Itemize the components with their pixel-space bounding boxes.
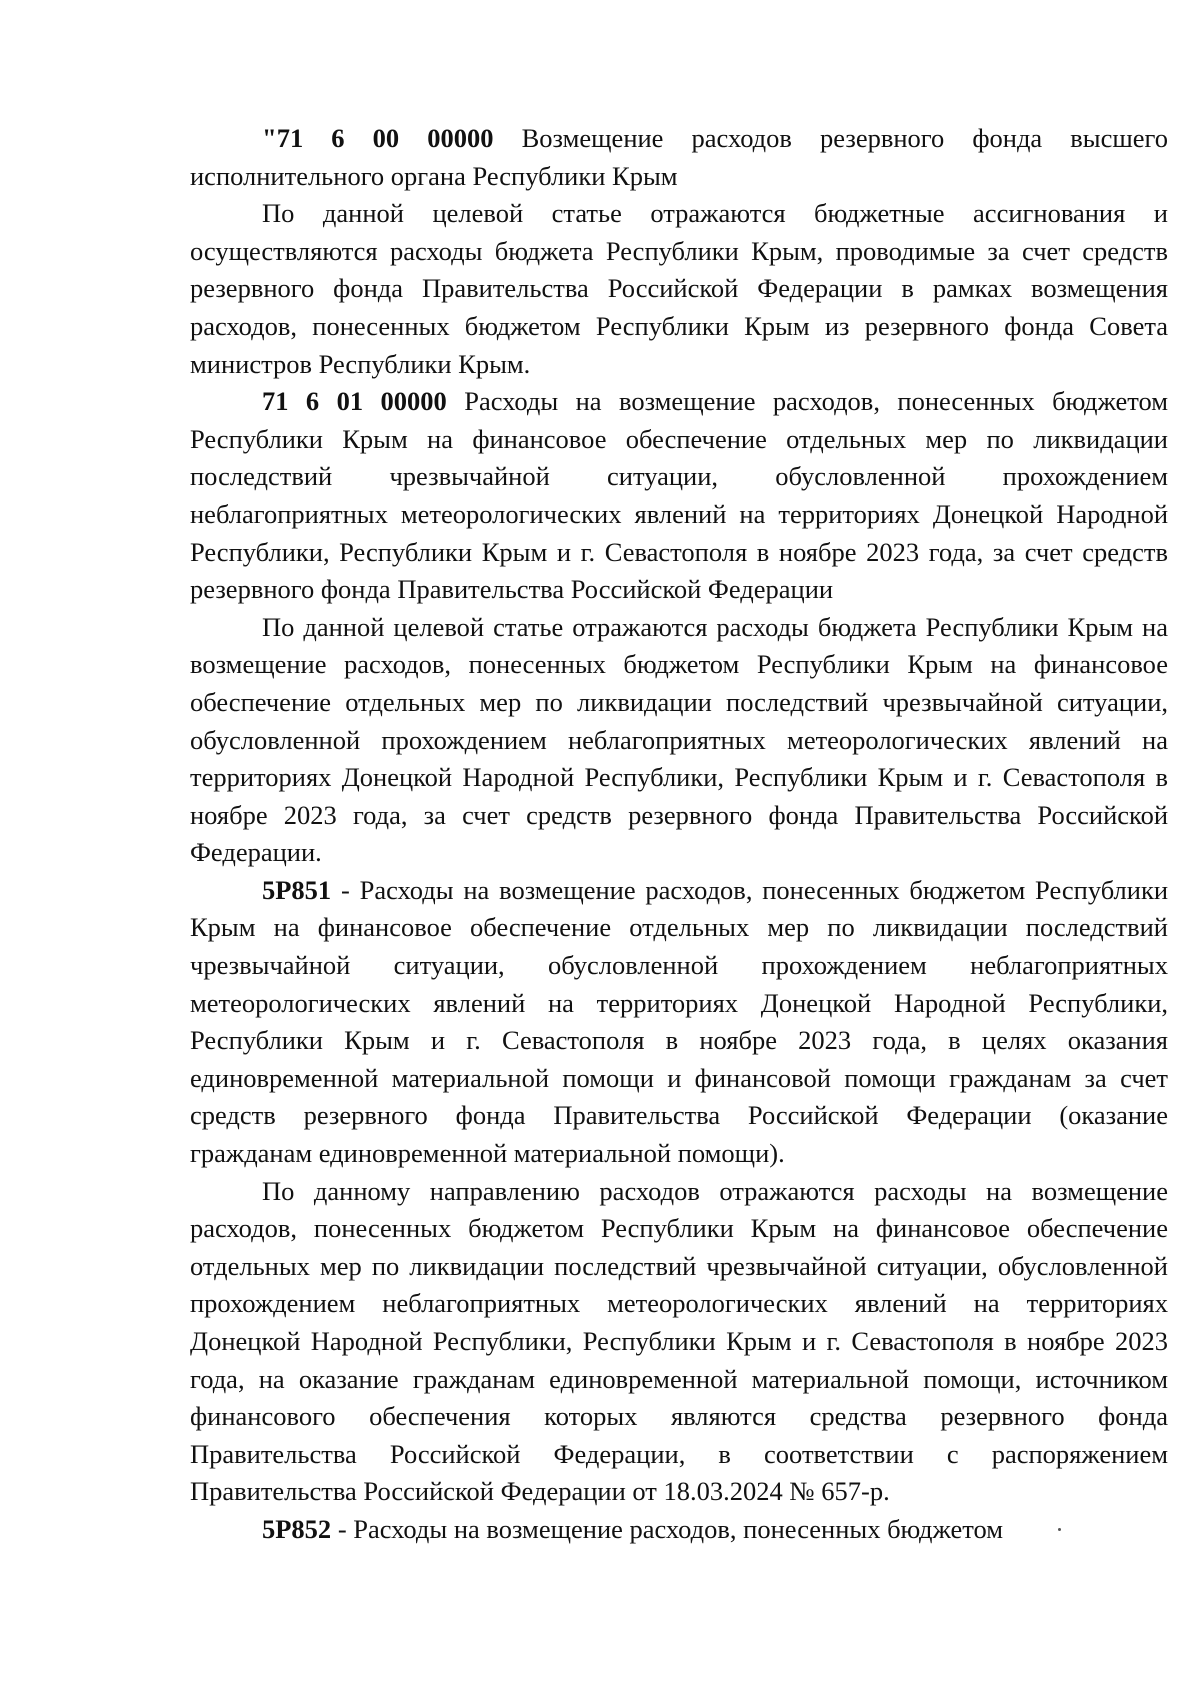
paragraph-heading-5p851 [190, 872, 1168, 1173]
expense-direction-code: 5Р852 [262, 1513, 332, 1544]
target-article-code: 71 6 01 00000 [262, 386, 447, 417]
paragraph-description [190, 609, 1168, 872]
paragraph-description [190, 195, 1168, 383]
paragraph-heading-5p852 [190, 1511, 1168, 1549]
paragraph-heading-71601 [190, 383, 1168, 609]
scan-speck [1058, 1528, 1061, 1531]
paragraph-text: По данному направлению расходов отражаются расходы на возмещение расходов, понесенных бюджетом Республики Крым на финансовое обеспечение отдельных мер по ликвидации последствий чрезвычайной ситуации, обусловленной прохождением неблагоприятных метеорологических явлений на территориях Донецкой Народной Республики, Республики Крым и г. Севастополя в ноябре 2023 года, на оказание гражданам единовременной материальной помощи, источником финансового обеспечения которых являются средства резервного фонда Правительства Российской Федерации, в соответствии с распоряжением Правительства Российской Федерации от 18.03.2024 № 657-р. [190, 1175, 1168, 1507]
paragraph-text: Возмещение расходов резервного фонда высшего исполнительного органа Республики Крым [190, 123, 1168, 191]
paragraph-text: По данной целевой статье отражаются бюджетные ассигнования и осуществляются расходы бюджета Республики Крым, проводимые за счет средств резервного фонда Правительства Российской Федерации в рамках возмещения расходов, понесенных бюджетом Республики Крым из резервного фонда Совета министров Республики Крым. [190, 198, 1168, 379]
paragraph-description [190, 1173, 1168, 1511]
document-body [190, 120, 1168, 1549]
paragraph-text: Расходы на возмещение расходов, понесенных бюджетом Республики Крым на финансовое обеспечение отдельных мер по ликвидации последствий чрезвычайной ситуации, обусловленной прохождением неблагоприятных метеорологических явлений на территориях Донецкой Народной Республики, Республики Крым и г. Севастополя в ноябре 2023 года, за счет средств резервного фонда Правительства Российской Федерации [190, 386, 1169, 605]
paragraph-text: - Расходы на возмещение расходов, понесенных бюджетом [331, 1513, 1003, 1544]
paragraph-heading-71600 [190, 120, 1168, 195]
paragraph-text: По данной целевой статье отражаются расходы бюджета Республики Крым на возмещение расходов, понесенных бюджетом Республики Крым на финансовое обеспечение отдельных мер по ликвидации последствий чрезвычайной ситуации, обусловленной прохождением неблагоприятных метеорологических явлений на территориях Донецкой Народной Республики, Республики Крым и г. Севастополя в ноябре 2023 года, за счет средств резервного фонда Правительства Российской Федерации. [190, 611, 1168, 868]
paragraph-text: - Расходы на возмещение расходов, понесенных бюджетом Республики Крым на финансовое обеспечение отдельных мер по ликвидации последствий чрезвычайной ситуации, обусловленной прохождением неблагоприятных метеорологических явлений на территориях Донецкой Народной Республики, Республики Крым и г. Севастополя в ноябре 2023 года, в целях оказания единовременной материальной помощи и финансовой помощи гражданам за счет средств резервного фонда Правительства Российской Федерации (оказание гражданам единовременной материальной помощи). [190, 874, 1168, 1169]
expense-direction-code: 5Р851 [262, 874, 332, 905]
target-article-code: "71 6 00 00000 [262, 123, 494, 153]
